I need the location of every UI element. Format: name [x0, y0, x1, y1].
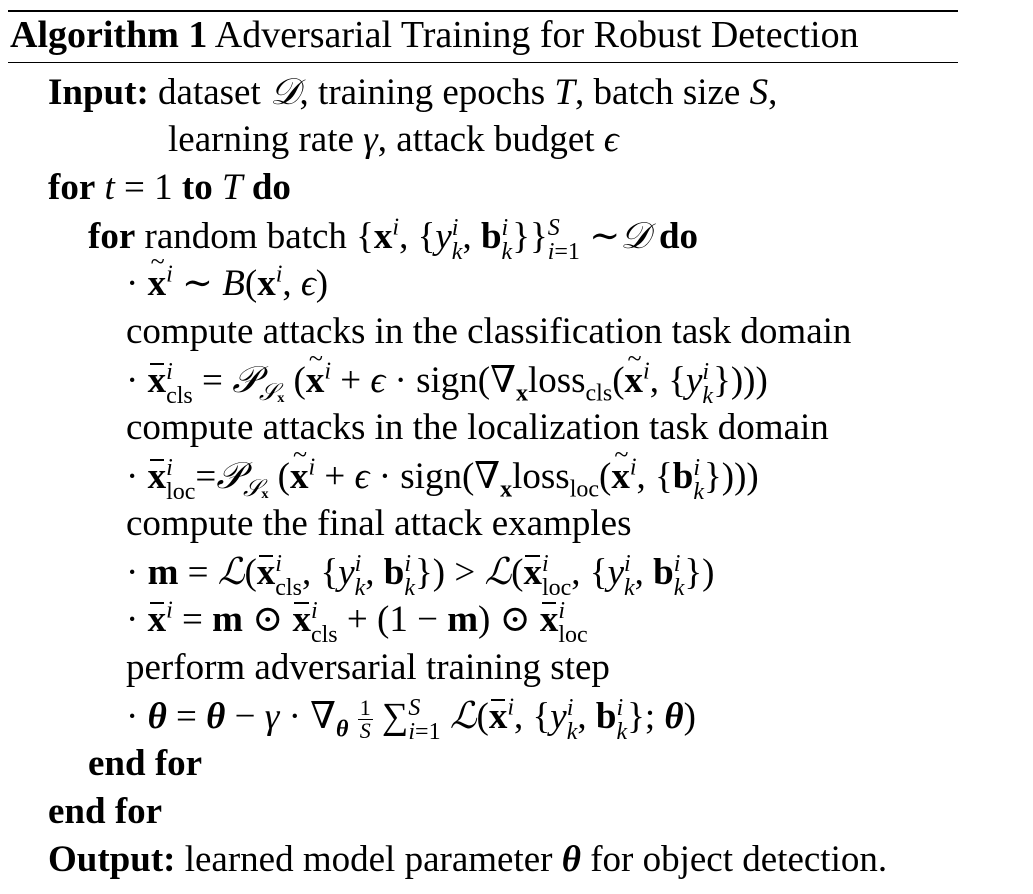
- inner-for-keyword: for: [88, 216, 136, 257]
- inner-for-line: for random batch {$x^i$, {y i k , b i k }} S i=1 ∼𝒟 do: [88, 214, 699, 265]
- input-text-2: learning rate γ, attack budget ϵ: [168, 119, 619, 160]
- input-keyword: Input:: [48, 72, 149, 113]
- inner-loop-text: random batch: [144, 216, 347, 257]
- output-text: learned model parameter θ for object detection.: [184, 839, 888, 880]
- output-keyword: Output:: [48, 839, 176, 880]
- comment-final: compute the final attack examples: [126, 503, 632, 544]
- header-rule: [8, 62, 958, 63]
- outer-for-line: for t = 1 to T do: [48, 167, 291, 208]
- sample-step: · ~ $x^i$ ∼ $B(x^i$, ϵ): [126, 260, 328, 308]
- update-step: · $\theta = \theta - \gamma \cdot \nabla_\theta$ $\frac{1}{S}$ ∑ S i=1 $ℒ(x^i$, {y i k , b i k }; θ): [126, 694, 696, 745]
- loc-attack-step: · x i loc =𝒫$_{𝒮_x}$ (~ $x^i + \epsilon$ · $sign(\nabla_xloss_{loc}(\sim$ $x^i$, {b i k }))): [126, 452, 759, 504]
- input-line-1: [48, 68, 777, 117]
- algorithm-title: Adversarial Training for Robust Detection: [214, 14, 859, 56]
- comment-loc: compute attacks in the localization task domain: [126, 407, 829, 448]
- inner-do-keyword: do: [658, 216, 699, 257]
- cls-attack-step: · x i cls = 𝒫$_{𝒮_x}$ (~ $x^i + \epsilon$ · $sign(\nabla_xloss_{cls}(\sim$ $x^i$, {y i k }))): [126, 356, 768, 408]
- to-keyword: to: [181, 167, 213, 208]
- algorithm-header: [8, 12, 958, 58]
- mask-step: · m = ℒ(x i cls , {y i k , b i k }) > ℒ(x i loc , {y i k , b i k }): [126, 550, 715, 601]
- for-keyword: for: [48, 167, 96, 208]
- comment-cls: compute attacks in the classification task domain: [126, 311, 852, 352]
- inner-end-for: end for: [88, 743, 203, 784]
- combine-step: · $x^i = m$ ⊙ x i cls + (1 − m) ⊙ x i loc: [126, 597, 588, 648]
- algorithm-block: [8, 10, 958, 63]
- input-line-2: [168, 116, 619, 164]
- algorithm-label: Algorithm 1: [10, 14, 208, 56]
- comment-train: perform adversarial training step: [126, 647, 610, 688]
- input-text-1: dataset 𝒟, training epochs T, batch size S,: [158, 70, 778, 113]
- output-line: [48, 836, 887, 884]
- outer-end-for: end for: [48, 791, 163, 832]
- do-keyword: do: [251, 167, 291, 208]
